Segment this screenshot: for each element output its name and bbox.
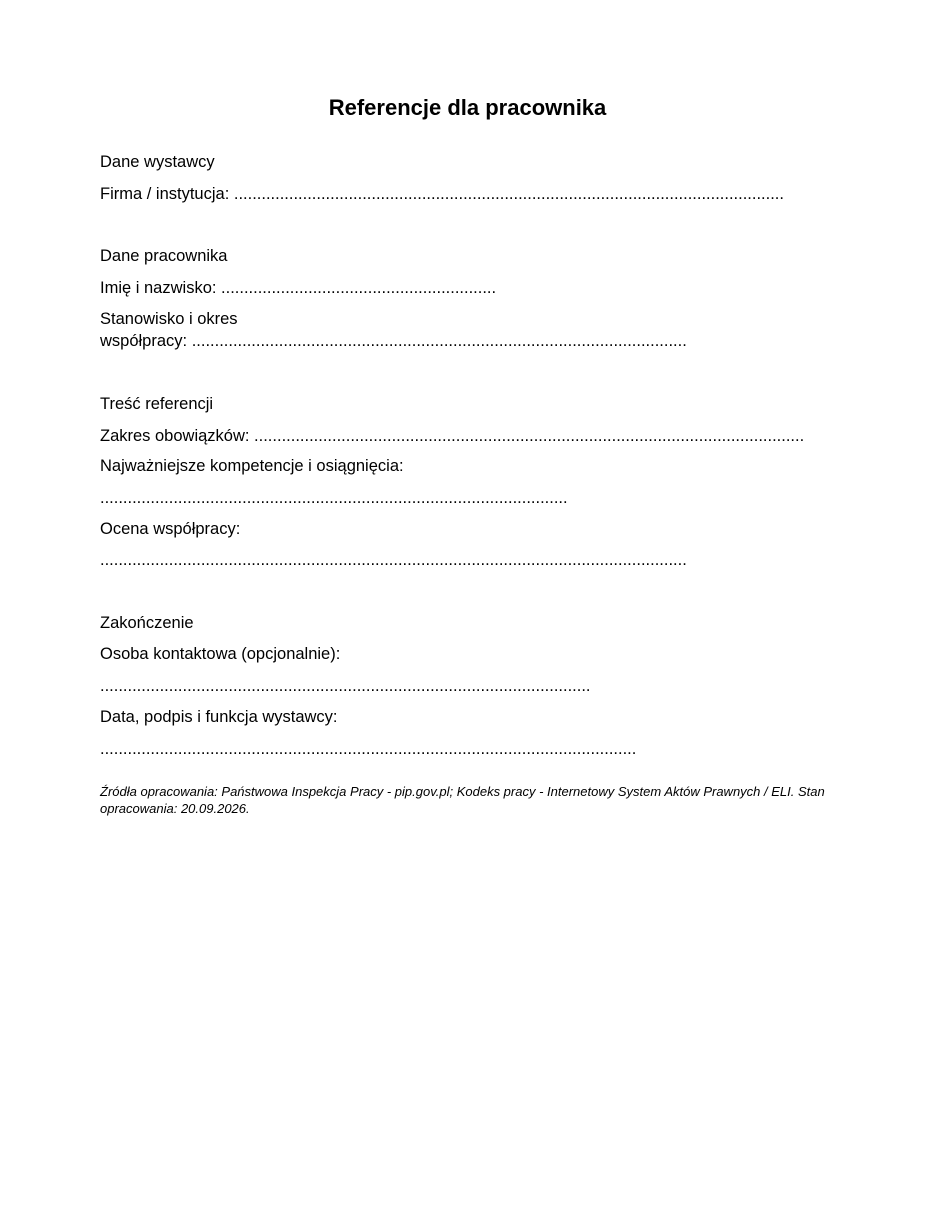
employee-name-field: Imię i nazwisko: ............................................................ [100, 279, 497, 297]
sources-footnote: Źródła opracowania: Państwowa Inspekcja Pracy - pip.gov.pl; Kodeks pracy - Internetowy System Aktów Prawnych / ELI. Stan opracowania: 20.09.2026. [100, 784, 825, 816]
closing-heading: Zakończenie [100, 614, 194, 632]
signature-field: ..................................................................................................................... [100, 740, 637, 758]
company-field: Firma / instytucja: ........................................................................................................................ [100, 185, 784, 203]
contact-field: ........................................................................................................... [100, 677, 591, 695]
rating-label: Ocena współpracy: [100, 520, 241, 538]
rating-field: ................................................................................................................................ [100, 551, 687, 569]
competences-field: ...................................................................................................... [100, 489, 568, 507]
employee-heading: Dane pracownika [100, 247, 228, 265]
content-heading: Treść referencji [100, 395, 214, 413]
position-label: Stanowisko i okres [100, 310, 238, 328]
contact-label: Osoba kontaktowa (opcjonalnie): [100, 645, 341, 663]
duties-field: Zakres obowiązków: ........................................................................................................................ [100, 427, 805, 445]
position-field: współpracy: ............................................................................................................ [100, 332, 687, 350]
signature-label: Data, podpis i funkcja wystawcy: [100, 708, 338, 726]
document-title: Referencje dla pracownika [328, 95, 607, 120]
competences-label: Najważniejsze kompetencje i osiągnięcia: [100, 457, 404, 475]
issuer-heading: Dane wystawcy [100, 153, 215, 171]
